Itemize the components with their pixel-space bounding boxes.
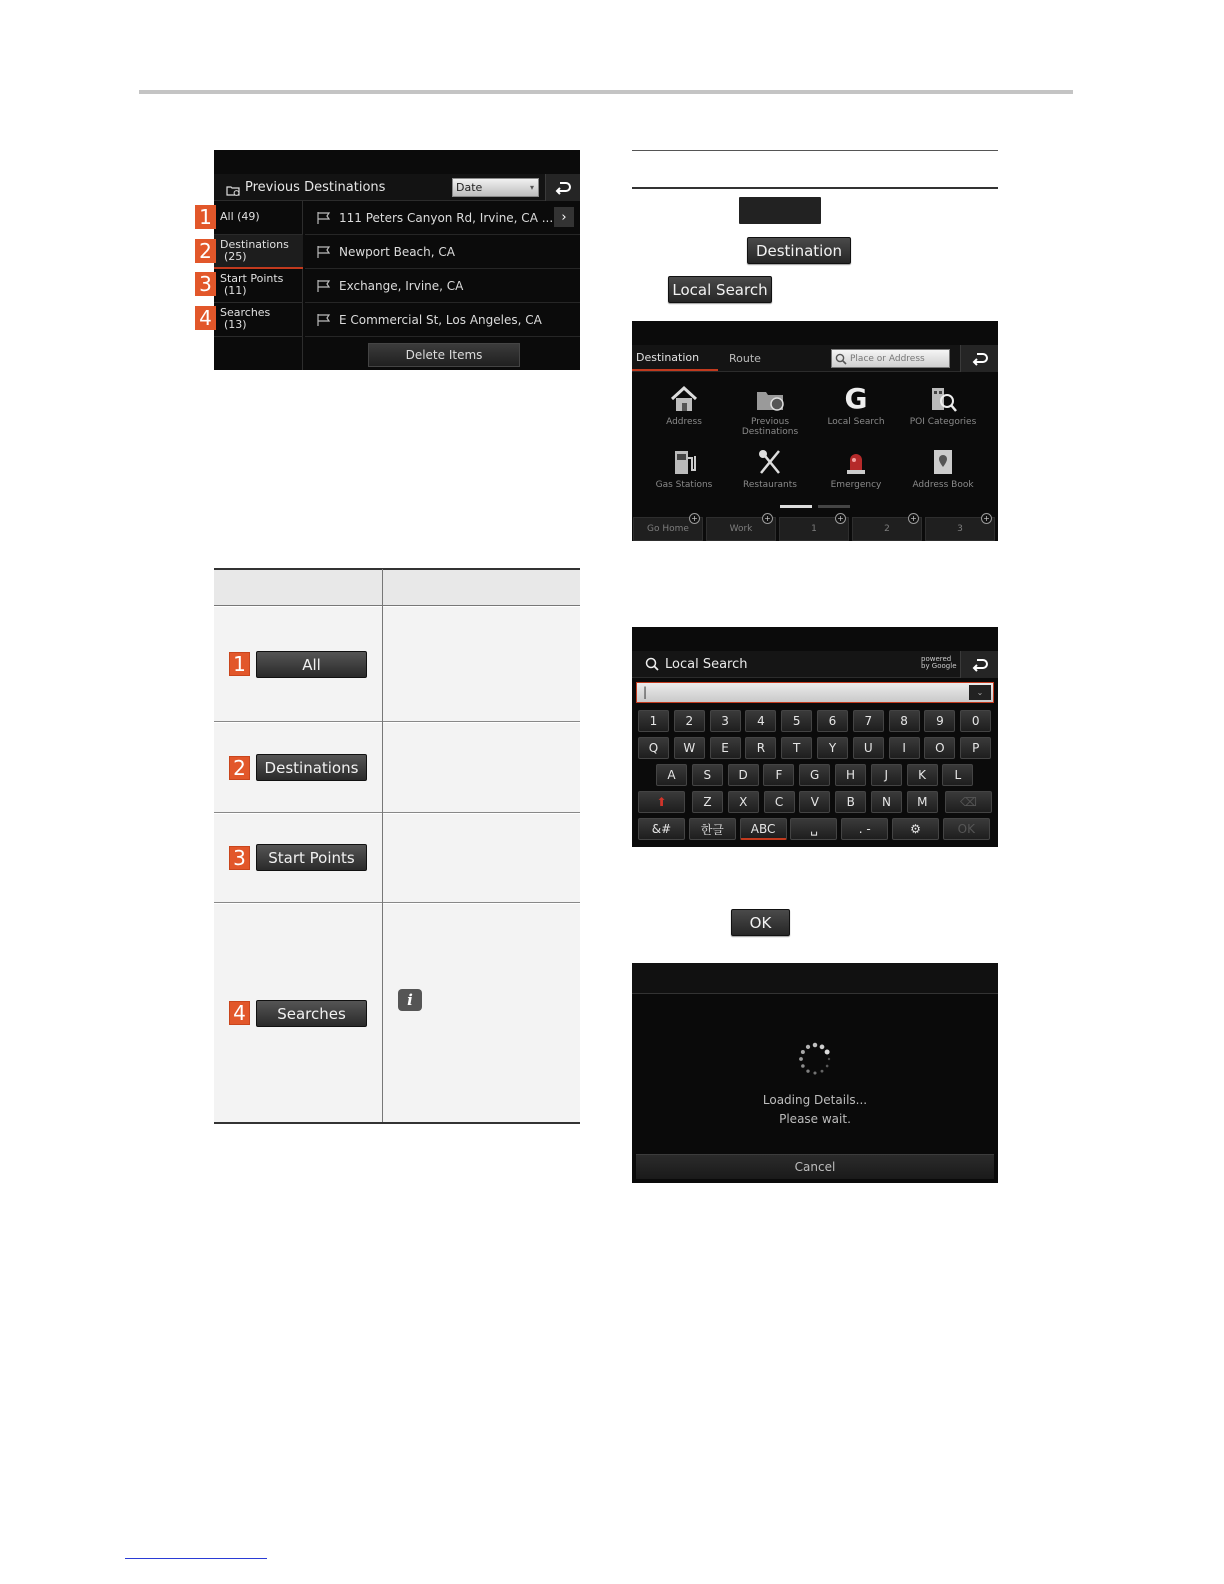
destination-step-button: Destination: [747, 237, 851, 264]
add-icon: +: [908, 513, 919, 524]
key-f[interactable]: F: [763, 764, 794, 786]
list-item[interactable]: 111 Peters Canyon Rd, Irvine, CA ...: [305, 201, 580, 235]
callout-badge-4: 4: [195, 306, 216, 330]
page-indicator: [818, 505, 850, 508]
quick-slot-3[interactable]: 3 +: [925, 517, 995, 541]
key-7[interactable]: 7: [853, 710, 884, 732]
key-9[interactable]: 9: [924, 710, 955, 732]
key-r[interactable]: R: [745, 737, 776, 759]
category-all[interactable]: All (49): [214, 201, 303, 235]
folder-icon: [226, 181, 240, 192]
ok-step-button: OK: [731, 909, 790, 936]
chevron-down-icon: ⌄: [976, 688, 984, 697]
ok-key[interactable]: OK: [943, 818, 990, 840]
table-row-rule: [214, 812, 580, 813]
menu-gas-stations[interactable]: Gas Stations: [641, 446, 727, 490]
table-column-divider: [382, 569, 383, 1122]
key-n[interactable]: N: [871, 791, 902, 813]
space-key[interactable]: ␣: [790, 818, 837, 840]
local-search-screen: [632, 627, 998, 847]
quick-slot-1[interactable]: 1 +: [779, 517, 849, 541]
sort-value: Date: [456, 181, 483, 194]
table-row-rule: [214, 902, 580, 903]
header-rule: [139, 90, 1073, 94]
local-search-step-button: Local Search: [668, 276, 772, 303]
callout-badge-2: 2: [195, 239, 216, 263]
callout-badge-1: 1: [195, 205, 216, 229]
quick-work[interactable]: Work +: [706, 517, 776, 541]
key-c[interactable]: C: [764, 791, 795, 813]
flag-icon: [317, 212, 331, 224]
abc-key[interactable]: ABC: [740, 818, 787, 840]
table-badge-2: 2: [229, 756, 250, 780]
loading-screen: [632, 963, 998, 1183]
table-cell: [383, 904, 580, 1122]
flag-icon: [317, 246, 331, 258]
key-i[interactable]: I: [889, 737, 920, 759]
back-icon: [972, 658, 988, 672]
google-icon: G: [844, 382, 868, 415]
key-p[interactable]: P: [960, 737, 991, 759]
back-button[interactable]: [545, 174, 580, 201]
start-points-button: Start Points: [256, 844, 367, 871]
chevron-right-icon: ›: [561, 209, 567, 225]
back-icon: [972, 352, 988, 366]
destination-menu-screen: [632, 321, 998, 541]
table-badge-4: 4: [229, 1001, 250, 1025]
callout-badge-3: 3: [195, 272, 216, 296]
loading-text-1: Loading Details...: [762, 1093, 868, 1107]
table-bottom-rule: [214, 1122, 580, 1124]
fork-knife-icon: [753, 446, 787, 478]
key-z[interactable]: Z: [692, 791, 723, 813]
house-icon: [667, 383, 701, 415]
list-item[interactable]: E Commercial St, Los Angeles, CA: [305, 303, 580, 337]
search-input[interactable]: | ⌄: [636, 682, 994, 703]
add-icon: +: [835, 513, 846, 524]
key-h[interactable]: H: [835, 764, 866, 786]
spinner-icon: [795, 1039, 835, 1079]
key-l[interactable]: L: [942, 764, 973, 786]
footer-link-rule: [125, 1558, 267, 1559]
search-icon: [645, 657, 659, 671]
key-m[interactable]: M: [907, 791, 938, 813]
table-header: [214, 569, 580, 606]
hardware-key-button: [739, 197, 821, 224]
menu-address[interactable]: Address: [641, 383, 727, 427]
key-u[interactable]: U: [853, 737, 884, 759]
loading-header: [632, 963, 998, 994]
siren-icon: [839, 446, 873, 478]
loading-text-2: Please wait.: [779, 1112, 851, 1126]
quick-slot-2[interactable]: 2 +: [852, 517, 922, 541]
tab-route[interactable]: Route: [729, 351, 761, 365]
add-icon: +: [689, 513, 700, 524]
table-badge-3: 3: [229, 846, 250, 870]
folder-icon: [753, 383, 787, 415]
key-t[interactable]: T: [781, 737, 812, 759]
symbols-key[interactable]: &#: [638, 818, 685, 840]
delete-items-button[interactable]: Delete Items: [368, 343, 520, 367]
key-4[interactable]: 4: [745, 710, 776, 732]
fuel-pump-icon: [667, 446, 701, 478]
tab-destination[interactable]: Destination: [632, 345, 718, 371]
key-3[interactable]: 3: [710, 710, 741, 732]
key-y[interactable]: Y: [817, 737, 848, 759]
menu-emergency[interactable]: Emergency: [813, 446, 899, 490]
table-header-rule: [214, 605, 580, 606]
pd-title: Previous Destinations: [245, 180, 386, 195]
key-2[interactable]: 2: [674, 710, 705, 732]
table-cell: [383, 607, 580, 721]
category-list: [214, 201, 303, 370]
table-badge-1: 1: [229, 652, 250, 676]
section-rule-top: [632, 150, 998, 151]
key-w[interactable]: W: [674, 737, 705, 759]
previous-destinations-screen: [214, 150, 580, 370]
category-searches[interactable]: Searches (13): [214, 303, 303, 337]
section-rule-bottom: [632, 187, 998, 189]
key-q[interactable]: Q: [638, 737, 669, 759]
category-destinations[interactable]: Destinations (25): [214, 235, 303, 269]
all-button: All: [256, 651, 367, 678]
key-v[interactable]: V: [799, 791, 830, 813]
searches-button: Searches: [256, 1000, 367, 1027]
cancel-button[interactable]: Cancel: [636, 1154, 994, 1179]
backspace-icon: ⌫: [960, 795, 977, 809]
ls-header: [632, 651, 998, 678]
table-cell: [383, 814, 580, 902]
key-o[interactable]: O: [924, 737, 955, 759]
list-item[interactable]: Newport Beach, CA: [305, 235, 580, 269]
dm-header: [632, 345, 998, 372]
destinations-button: Destinations: [256, 754, 367, 781]
key-5[interactable]: 5: [781, 710, 812, 732]
add-icon: +: [762, 513, 773, 524]
row-detail-button[interactable]: [554, 207, 574, 227]
key-b[interactable]: B: [835, 791, 866, 813]
key-x[interactable]: X: [728, 791, 759, 813]
address-book-icon: [926, 446, 960, 478]
key-k[interactable]: K: [907, 764, 938, 786]
poi-icon: [926, 383, 960, 415]
search-icon: [835, 353, 847, 365]
key-6[interactable]: 6: [817, 710, 848, 732]
quick-go-home[interactable]: Go Home +: [633, 517, 703, 541]
shift-icon: ⬆: [656, 795, 667, 809]
key-j[interactable]: J: [871, 764, 902, 786]
chevron-down-icon: ▾: [529, 183, 534, 192]
key-d[interactable]: D: [728, 764, 759, 786]
key-s[interactable]: S: [692, 764, 723, 786]
pd-header: [214, 174, 580, 201]
backspace-key[interactable]: [945, 791, 992, 813]
category-start-points[interactable]: Start Points (11): [214, 269, 303, 303]
add-icon: +: [981, 513, 992, 524]
sort-dropdown[interactable]: [452, 178, 539, 197]
back-icon: [555, 181, 571, 195]
key-8[interactable]: 8: [889, 710, 920, 732]
settings-key[interactable]: ⚙: [892, 818, 939, 840]
table-cell: [383, 723, 580, 812]
info-icon: i: [398, 989, 422, 1011]
key-1[interactable]: 1: [638, 710, 669, 732]
ls-title: Local Search: [665, 657, 748, 672]
back-button[interactable]: [960, 651, 998, 678]
table-row-rule: [214, 721, 580, 722]
list-item[interactable]: Exchange, Irvine, CA: [305, 269, 580, 303]
flag-icon: [317, 314, 331, 326]
table-top-rule: [214, 568, 580, 570]
flag-icon: [317, 280, 331, 292]
menu-restaurants[interactable]: Restaurants: [727, 446, 813, 490]
hangul-key[interactable]: 한글: [689, 818, 736, 840]
back-button[interactable]: [960, 345, 998, 372]
powered-by-google: powered by Google: [921, 655, 957, 670]
place-search-input[interactable]: Place or Address: [831, 349, 950, 368]
page-indicator-active: [780, 505, 812, 508]
key-e[interactable]: E: [710, 737, 741, 759]
key-g[interactable]: G: [799, 764, 830, 786]
key-0[interactable]: 0: [960, 710, 991, 732]
menu-local-search[interactable]: G Local Search: [827, 382, 885, 427]
menu-previous-destinations[interactable]: Previous Destinations: [727, 383, 813, 437]
punctuation-key[interactable]: . -: [841, 818, 888, 840]
clear-input-button[interactable]: [969, 685, 991, 700]
menu-poi-categories[interactable]: POI Categories: [900, 383, 986, 427]
shift-key[interactable]: [638, 791, 685, 813]
menu-address-book[interactable]: Address Book: [900, 446, 986, 490]
key-a[interactable]: A: [656, 764, 687, 786]
